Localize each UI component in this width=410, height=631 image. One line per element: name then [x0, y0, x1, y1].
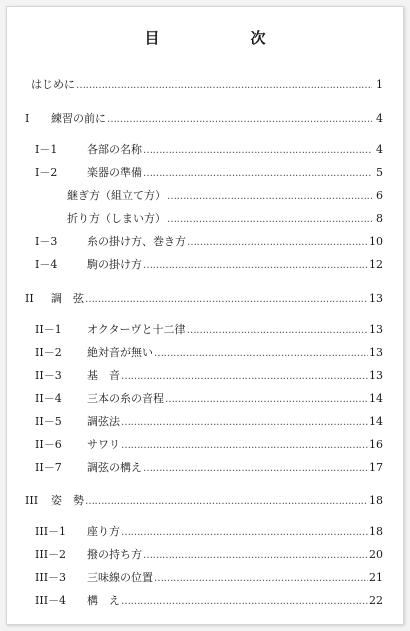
toc-chapter-page: 4 — [376, 112, 383, 125]
dot-leader — [143, 461, 368, 477]
toc-entry-page: 1 — [376, 78, 383, 91]
toc-chapter — [7, 291, 403, 307]
toc-chapter-label: 練習の前に — [51, 112, 106, 125]
dot-leader — [143, 166, 372, 182]
toc-entry-number: III－2 — [35, 548, 67, 561]
toc-entry — [7, 257, 403, 273]
toc-entry — [7, 437, 403, 453]
toc-entry-number: II－4 — [35, 392, 62, 405]
dot-leader — [107, 112, 372, 128]
toc-entry — [7, 142, 403, 158]
toc-entry — [7, 345, 403, 361]
toc-entry-page: 12 — [369, 258, 383, 271]
toc-entry-number: II－7 — [35, 461, 62, 474]
toc-entry-number: III－3 — [35, 571, 67, 584]
toc-entry-number: I－3 — [35, 235, 58, 248]
dot-leader — [187, 323, 368, 339]
dot-leader — [76, 78, 372, 94]
toc-entry-number: I－4 — [35, 258, 58, 271]
toc-chapter-label: 調 弦 — [51, 292, 84, 305]
toc-entry-label: 折り方（しまい方） — [67, 212, 166, 225]
dot-leader — [154, 571, 368, 587]
toc-entry-label: 調弦法 — [87, 415, 120, 428]
toc-entry — [7, 414, 403, 430]
toc-chapter-page: 18 — [369, 494, 383, 507]
toc-chapter-number: I — [25, 112, 30, 125]
toc-entry-page: 14 — [369, 415, 383, 428]
toc-entry-number: II－1 — [35, 323, 62, 336]
toc-entry — [7, 524, 403, 540]
toc-entry-page: 8 — [376, 212, 383, 225]
toc-entry-page: 17 — [369, 461, 383, 474]
dot-leader — [85, 292, 368, 308]
toc-chapter-label: 姿 勢 — [51, 494, 84, 507]
toc-entry-label: 駒の掛け方 — [87, 258, 142, 271]
dot-leader — [121, 525, 368, 541]
toc-entry-page: 20 — [369, 548, 383, 561]
toc-entry — [7, 368, 403, 384]
toc-entry-label: 撥の持ち方 — [87, 548, 142, 561]
toc-entry-number: II－3 — [35, 369, 62, 382]
toc-entry-page: 13 — [369, 369, 383, 382]
toc-entry-label: 糸の掛け方、巻き方 — [87, 235, 186, 248]
toc-entry-number: I－1 — [35, 143, 58, 156]
toc-entry-number: III－1 — [35, 525, 67, 538]
toc-entry-label: 継ぎ方（組立て方） — [67, 189, 166, 202]
dot-leader — [121, 438, 368, 454]
toc-entry — [7, 547, 403, 563]
toc-entry-label: 絶対音が無い — [87, 346, 153, 359]
toc-entry-page: 14 — [369, 392, 383, 405]
dot-leader — [167, 212, 372, 228]
dot-leader — [121, 369, 368, 385]
toc-entry-label: 楽器の準備 — [87, 166, 142, 179]
toc-entry-page: 21 — [369, 571, 383, 584]
toc-entry-label: サワリ — [87, 438, 120, 451]
toc-entry — [7, 570, 403, 586]
page-title: 目 次 — [144, 29, 304, 47]
toc-page — [6, 6, 404, 625]
toc-chapter-number: III — [25, 494, 39, 507]
toc-entry — [7, 188, 403, 204]
toc-chapter — [7, 493, 403, 509]
toc-entry-label: 構 え — [87, 594, 120, 607]
dot-leader — [143, 548, 368, 564]
toc-entry-page: 10 — [369, 235, 383, 248]
toc-entry-page: 13 — [369, 323, 383, 336]
toc-entry-label: 各部の名称 — [87, 143, 142, 156]
toc-entry — [7, 460, 403, 476]
toc-entry-label: 調弦の構え — [87, 461, 142, 474]
toc-entry — [7, 234, 403, 250]
dot-leader — [143, 143, 372, 159]
toc-entry — [7, 211, 403, 227]
toc-chapter — [7, 111, 403, 127]
toc-entry-label: オクターヴと十二律 — [87, 323, 186, 336]
toc-entry-label: 座り方 — [87, 525, 120, 538]
toc-entry-label: 三本の糸の音程 — [87, 392, 164, 405]
toc-entry-page: 5 — [376, 166, 383, 179]
toc-entry-page: 16 — [369, 438, 383, 451]
toc-entry-number: II－5 — [35, 415, 62, 428]
dot-leader — [85, 494, 368, 510]
dot-leader — [121, 415, 368, 431]
toc-entry-page: 13 — [369, 346, 383, 359]
toc-entry-number: II－2 — [35, 346, 62, 359]
toc-entry — [7, 77, 403, 93]
toc-entry-label: 基 音 — [87, 369, 120, 382]
toc-entry-label: 三味線の位置 — [87, 571, 153, 584]
dot-leader — [167, 189, 372, 205]
dot-leader — [121, 594, 368, 610]
toc-chapter-number: II — [25, 292, 34, 305]
toc-entry-page: 4 — [376, 143, 383, 156]
dot-leader — [143, 258, 368, 274]
toc-entry-number: II－6 — [35, 438, 62, 451]
dot-leader — [154, 346, 368, 362]
toc-entry-page: 22 — [369, 594, 383, 607]
toc-entry-page: 6 — [376, 189, 383, 202]
toc-entry — [7, 593, 403, 609]
toc-entry — [7, 391, 403, 407]
dot-leader — [187, 235, 368, 251]
toc-entry — [7, 165, 403, 181]
toc-chapter-page: 13 — [369, 292, 383, 305]
toc-entry-number: I－2 — [35, 166, 58, 179]
toc-entry-page: 18 — [369, 525, 383, 538]
dot-leader — [165, 392, 368, 408]
toc-entry-label: はじめに — [31, 78, 75, 91]
toc-entry-number: III－4 — [35, 594, 67, 607]
toc-entry — [7, 322, 403, 338]
